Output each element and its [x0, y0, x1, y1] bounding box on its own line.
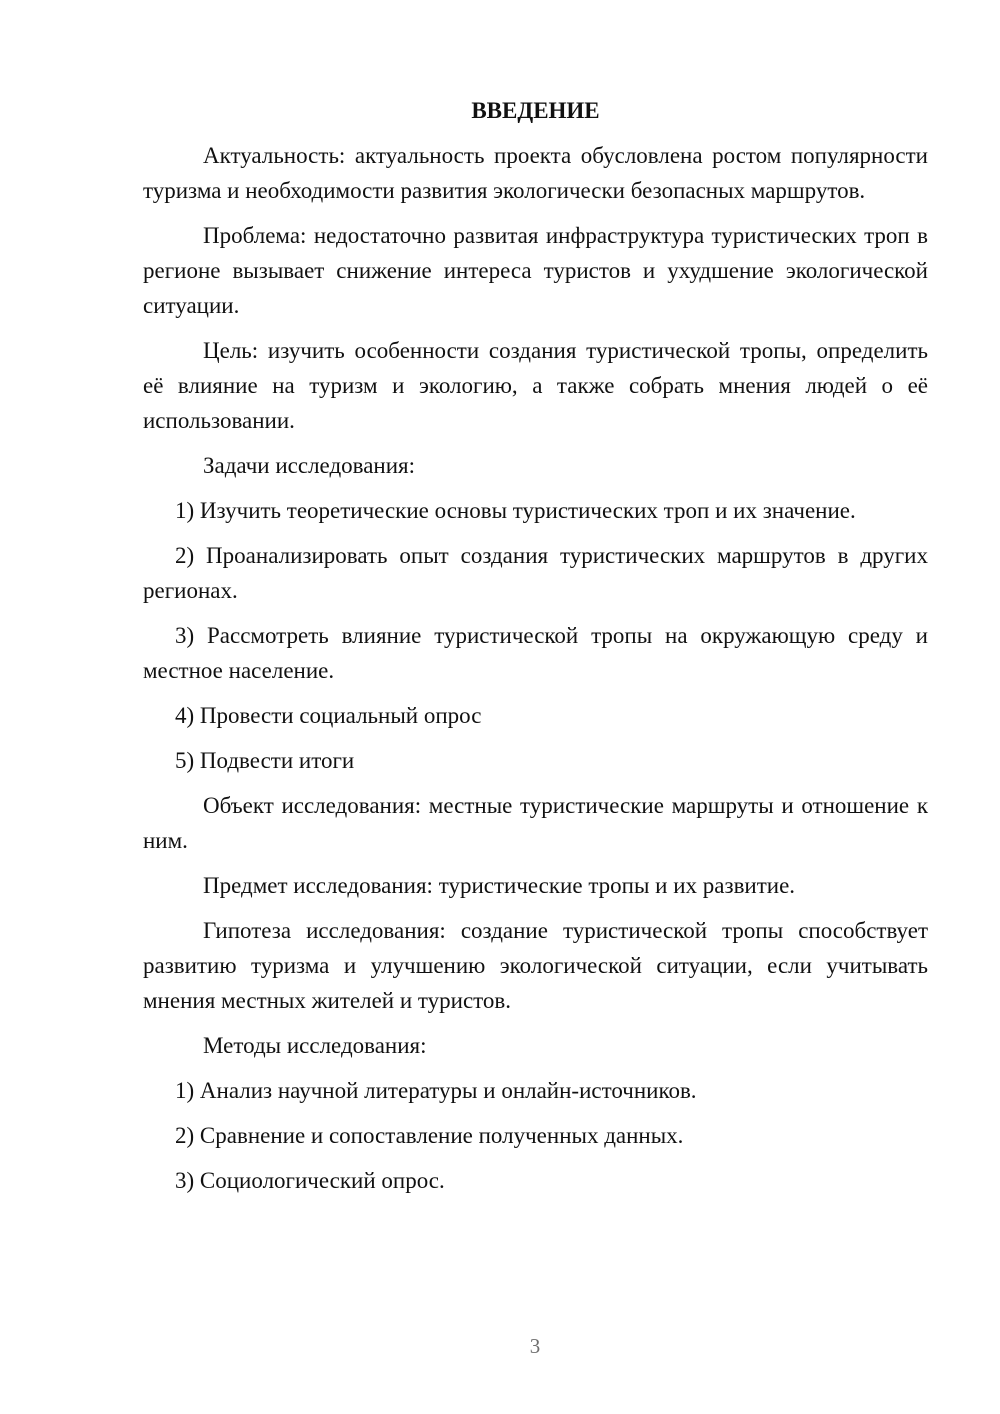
method-item: 2) Сравнение и сопоставление полученных данных.: [175, 1123, 684, 1148]
tasks-heading: Задачи исследования:: [203, 453, 416, 478]
problem-paragraph: Проблема: недостаточно развитая инфраструктура туристических троп в регионе вызывает снижение интереса туристов и ухудшение экологической ситуации.: [143, 223, 928, 318]
methods-heading: Методы исследования:: [203, 1033, 427, 1058]
task-item: 5) Подвести итоги: [175, 748, 355, 773]
page-number: 3: [529, 1334, 541, 1358]
method-item: 1) Анализ научной литературы и онлайн-источников.: [175, 1078, 697, 1103]
relevance-paragraph: Актуальность: актуальность проекта обусловлена ростом популярности туризма и необходимости развития экологически безопасных маршрутов.: [143, 143, 928, 203]
task-item: 3) Рассмотреть влияние туристической тропы на окружающую среду и местное население.: [143, 623, 928, 683]
object-paragraph: Объект исследования: местные туристические маршруты и отношение к ним.: [143, 793, 928, 853]
section-title: ВВЕДЕНИЕ: [471, 98, 600, 123]
task-item: 2) Проанализировать опыт создания туристических маршрутов в других регионах.: [143, 543, 928, 603]
method-item: 3) Социологический опрос.: [175, 1168, 445, 1193]
hypothesis-paragraph: Гипотеза исследования: создание туристической тропы способствует развитию туризма и улучшению экологической ситуации, если учитывать мнения местных жителей и туристов.: [143, 918, 928, 1013]
subject-paragraph: Предмет исследования: туристические тропы и их развитие.: [203, 873, 796, 898]
goal-paragraph: Цель: изучить особенности создания туристической тропы, определить её влияние на туризм и экологию, а также собрать мнения людей о её использовании.: [143, 338, 928, 433]
page-content: [143, 94, 928, 1208]
task-item: 1) Изучить теоретические основы туристических троп и их значение.: [175, 498, 856, 523]
task-item: 4) Провести социальный опрос: [175, 703, 482, 728]
